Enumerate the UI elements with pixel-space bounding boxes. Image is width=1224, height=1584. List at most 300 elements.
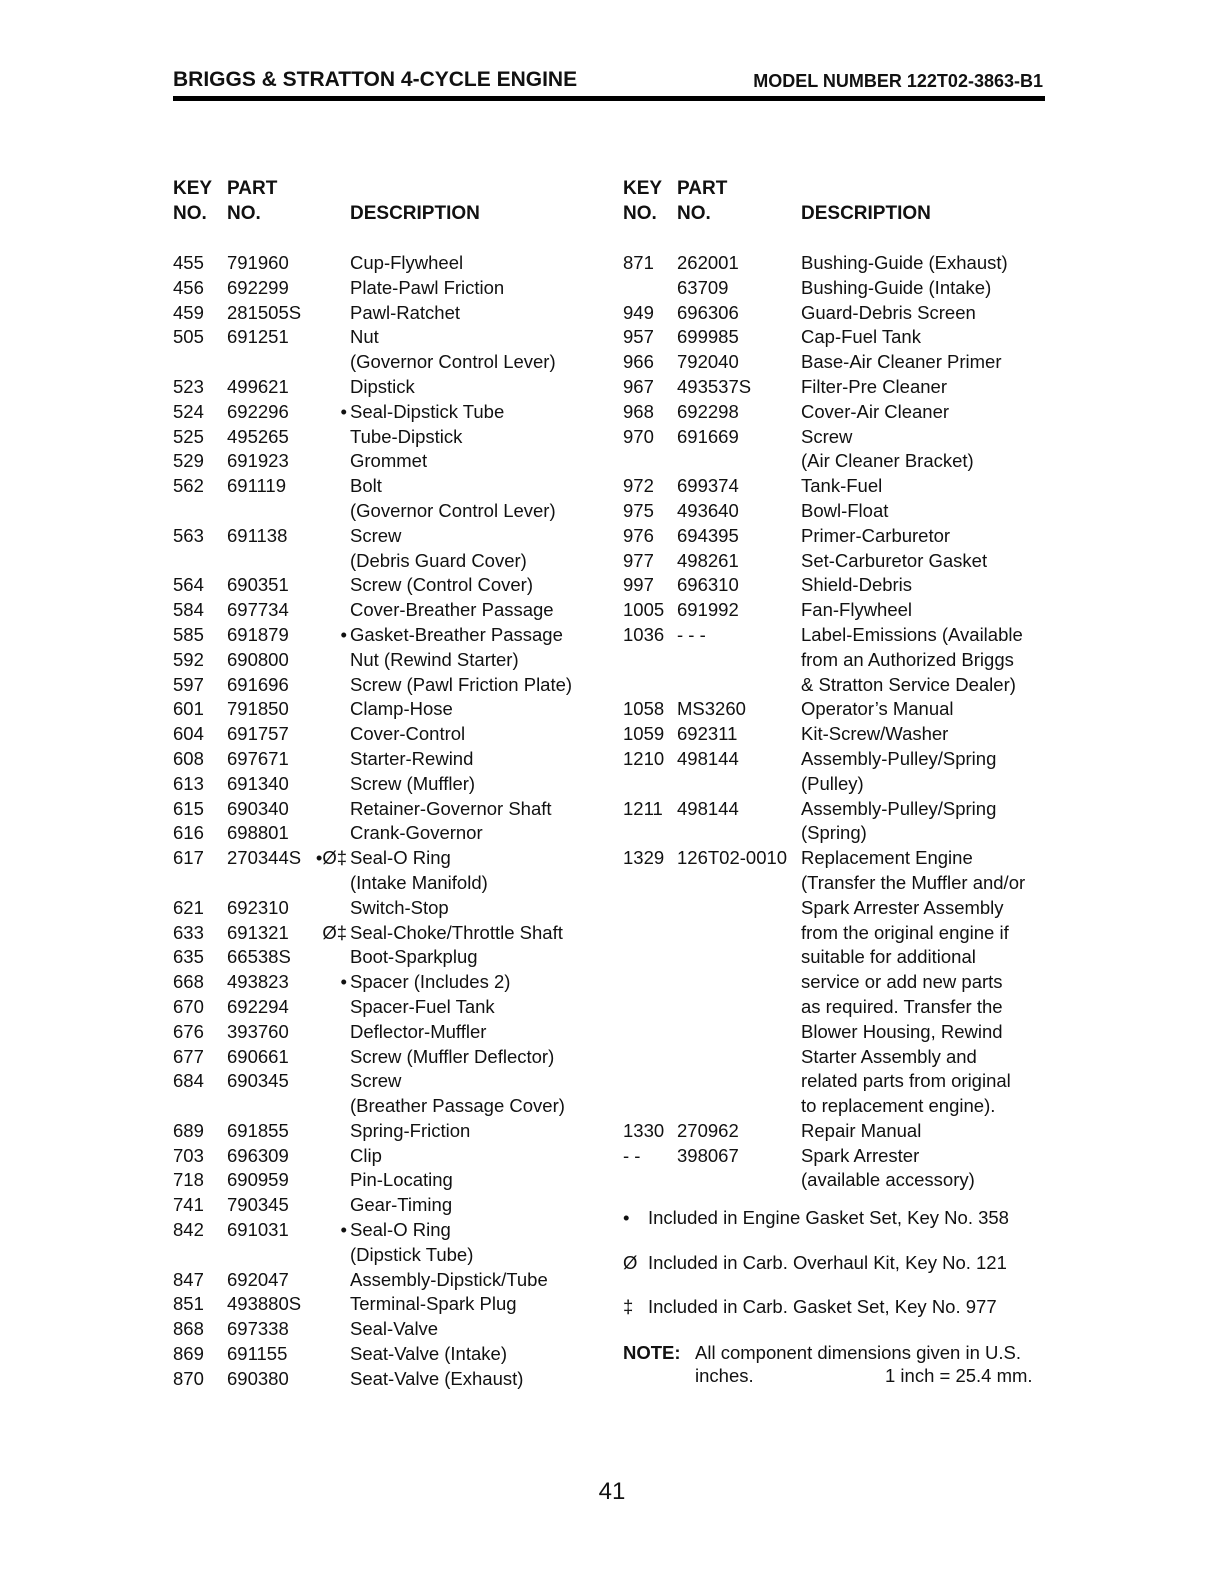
part-row: [173, 623, 613, 648]
part-description: (Spring): [801, 822, 867, 844]
key-no: 703: [173, 1144, 204, 1166]
part-no: 691340: [227, 772, 289, 794]
part-no: 690351: [227, 574, 289, 596]
part-description: Terminal-Spark Plug: [350, 1293, 517, 1315]
part-no: 398067: [677, 1144, 739, 1166]
kit-symbols: •: [340, 971, 347, 993]
part-description: Set-Carburetor Gasket: [801, 549, 988, 571]
part-row: [173, 350, 613, 375]
key-no: 1329: [623, 847, 665, 869]
parts-column-left: [173, 176, 613, 1392]
part-row: [173, 1243, 613, 1268]
kit-symbols: •: [340, 400, 347, 422]
part-row: [623, 722, 1053, 747]
part-description: suitable for additional: [801, 946, 976, 968]
part-description: Cover-Air Cleaner: [801, 400, 950, 422]
part-no: 791850: [227, 698, 289, 720]
part-description: Switch-Stop: [350, 896, 449, 918]
part-no: 692310: [227, 896, 289, 918]
part-row: [623, 772, 1053, 797]
part-row: [623, 648, 1053, 673]
part-row: [623, 549, 1053, 574]
part-row: [173, 251, 613, 276]
part-description: from an Authorized Briggs: [801, 648, 1014, 670]
part-row: [623, 697, 1053, 722]
part-description: Assembly-Pulley/Spring: [801, 797, 997, 819]
part-no: 690340: [227, 797, 289, 819]
part-no: 499621: [227, 375, 289, 397]
part-row: [173, 1342, 613, 1367]
part-description: (Governor Control Lever): [350, 351, 556, 373]
part-description: Operator’s Manual: [801, 698, 954, 720]
part-no: 696309: [227, 1144, 289, 1166]
part-description: Assembly-Pulley/Spring: [801, 747, 997, 769]
key-no: 585: [173, 623, 204, 645]
part-row: [173, 995, 613, 1020]
part-row: [173, 846, 613, 871]
part-no-header: PART NO.: [677, 178, 728, 224]
part-no: 270344S: [227, 847, 302, 869]
key-no: 677: [173, 1045, 204, 1067]
part-no: 698801: [227, 822, 289, 844]
key-no: 870: [173, 1367, 204, 1389]
part-description: Seal-O Ring: [350, 1219, 451, 1241]
part-row: [173, 1292, 613, 1317]
part-description: Fan-Flywheel: [801, 599, 913, 621]
key-no: 741: [173, 1194, 204, 1216]
key-no: 847: [173, 1268, 204, 1290]
part-row: [173, 524, 613, 549]
part-row: [623, 673, 1053, 698]
key-no: 957: [623, 326, 654, 348]
key-no: 975: [623, 499, 654, 521]
part-description: Screw (Control Cover): [350, 574, 533, 596]
part-description: Bushing-Guide (Exhaust): [801, 252, 1008, 273]
part-description: Assembly-Dipstick/Tube: [350, 1268, 548, 1290]
part-description: Pin-Locating: [350, 1169, 453, 1191]
key-no: 621: [173, 896, 204, 918]
part-no: 493880S: [227, 1293, 302, 1315]
legend-symbol: Ø: [623, 1251, 638, 1273]
part-no: 690959: [227, 1169, 289, 1191]
part-no: 66538S: [227, 946, 291, 968]
part-description: (Pulley): [801, 772, 864, 794]
part-description: from the original engine if: [801, 921, 1009, 943]
part-description: Seal-Valve: [350, 1318, 439, 1340]
part-row: [173, 301, 613, 326]
part-description: Seal-O Ring: [350, 847, 451, 869]
part-row: [173, 1193, 613, 1218]
part-no: 691669: [677, 425, 739, 447]
part-description: Tube-Dipstick: [350, 425, 463, 447]
part-row: [173, 1094, 613, 1119]
symbol-legend: [623, 1206, 1053, 1340]
part-no: 495265: [227, 425, 289, 447]
note-text: inches.: [695, 1365, 754, 1386]
part-description: Dipstick: [350, 375, 415, 397]
part-no: 691138: [227, 524, 288, 546]
key-no: 670: [173, 995, 204, 1017]
part-description: Spacer (Includes 2): [350, 971, 511, 993]
part-description: Grommet: [350, 450, 428, 472]
part-row: [173, 871, 613, 896]
part-description: Starter-Rewind: [350, 747, 474, 769]
part-no: 697338: [227, 1318, 289, 1340]
part-row: [173, 1218, 613, 1243]
page-number: 41: [598, 1478, 626, 1505]
description-header: DESCRIPTION: [350, 203, 480, 224]
part-row: [623, 400, 1053, 425]
part-description: Base-Air Cleaner Primer: [801, 351, 1002, 373]
part-no: 691923: [227, 450, 289, 472]
legend-text: Included in Carb. Gasket Set, Key No. 977: [648, 1296, 997, 1317]
key-no: 459: [173, 301, 204, 323]
part-row: [173, 797, 613, 822]
part-row: [623, 276, 1053, 301]
column-header: [173, 176, 613, 226]
part-description: Nut: [350, 326, 379, 348]
part-no: 493823: [227, 971, 289, 993]
part-no: 692294: [227, 995, 289, 1017]
part-no: 690380: [227, 1367, 289, 1389]
part-row: [173, 1069, 613, 1094]
part-description: Spark Arrester: [801, 1144, 920, 1166]
note-label: NOTE:: [623, 1342, 681, 1363]
part-description: Cup-Flywheel: [350, 252, 464, 273]
part-row: [623, 747, 1053, 772]
part-no: 694395: [677, 524, 739, 546]
part-description: Gasket-Breather Passage: [350, 623, 563, 645]
part-no: 691031: [227, 1219, 289, 1241]
key-no: 633: [173, 921, 204, 943]
key-no: 1036: [623, 623, 665, 645]
key-no: 676: [173, 1020, 204, 1042]
part-description: Blower Housing, Rewind: [801, 1020, 1003, 1042]
key-no: 613: [173, 772, 204, 794]
part-row: [623, 1045, 1053, 1070]
key-no: 635: [173, 946, 204, 968]
part-row: [173, 549, 613, 574]
part-no: 692299: [227, 276, 289, 298]
part-no: 692047: [227, 1268, 289, 1290]
key-no: 972: [623, 475, 654, 497]
part-description: Starter Assembly and: [801, 1045, 977, 1067]
part-row: [623, 449, 1053, 474]
key-no: 689: [173, 1119, 204, 1141]
part-row: [623, 1144, 1053, 1169]
key-no: 564: [173, 574, 204, 596]
legend-symbol: •: [623, 1207, 630, 1228]
part-description: Spring-Friction: [350, 1119, 471, 1141]
legend-item: [623, 1206, 1053, 1251]
part-no: - - -: [677, 623, 706, 645]
part-row: [173, 722, 613, 747]
key-no: 1211: [623, 797, 663, 819]
part-row: [623, 524, 1053, 549]
key-no: 455: [173, 252, 204, 273]
part-description: Screw (Muffler Deflector): [350, 1045, 555, 1067]
part-description: Spark Arrester Assembly: [801, 896, 1004, 918]
key-no: 966: [623, 351, 654, 373]
key-no: 529: [173, 450, 204, 472]
part-no: 699985: [677, 326, 739, 348]
part-description: Screw (Muffler): [350, 772, 476, 794]
part-row: [173, 598, 613, 623]
key-no: 842: [173, 1219, 204, 1241]
legend-symbol: ‡: [623, 1296, 634, 1317]
key-no: 592: [173, 648, 204, 670]
part-no: 792040: [677, 351, 739, 373]
part-description: Kit-Screw/Washer: [801, 723, 949, 745]
part-row: [623, 573, 1053, 598]
part-row: [173, 400, 613, 425]
part-row: [623, 871, 1053, 896]
part-no: 691855: [227, 1119, 289, 1141]
part-description: Gear-Timing: [350, 1194, 453, 1216]
part-row: [173, 325, 613, 350]
part-row: [173, 896, 613, 921]
part-no: 691119: [227, 475, 286, 497]
key-no: 616: [173, 822, 204, 844]
part-no: 691696: [227, 673, 289, 695]
part-row: [623, 945, 1053, 970]
part-row: [173, 276, 613, 301]
legend-text: Included in Carb. Overhaul Kit, Key No. 121: [648, 1251, 1007, 1273]
part-description: (Governor Control Lever): [350, 499, 556, 521]
legend-text: Included in Engine Gasket Set, Key No. 358: [648, 1207, 1009, 1228]
part-row: [173, 648, 613, 673]
part-row: [173, 449, 613, 474]
key-no: 970: [623, 425, 654, 447]
part-row: [623, 970, 1053, 995]
key-no: 563: [173, 524, 204, 546]
key-no: 968: [623, 400, 654, 422]
part-row: [173, 1317, 613, 1342]
part-row: [173, 425, 613, 450]
part-row: [623, 846, 1053, 871]
key-no: 505: [173, 326, 204, 348]
key-no: 524: [173, 400, 204, 422]
part-no: 696306: [677, 301, 739, 323]
part-description: Bolt: [350, 475, 382, 497]
part-no: 498261: [677, 549, 739, 571]
part-row: [173, 772, 613, 797]
key-no: 1330: [623, 1119, 665, 1141]
part-description: (available accessory): [801, 1169, 975, 1191]
part-row: [623, 325, 1053, 350]
key-no: 1059: [623, 723, 665, 745]
key-no: 977: [623, 549, 654, 571]
part-no: 498144: [677, 797, 739, 819]
part-description: Crank-Governor: [350, 822, 483, 844]
part-description: Screw: [350, 524, 402, 546]
key-no: 684: [173, 1070, 204, 1092]
part-description: Clamp-Hose: [350, 698, 453, 720]
part-no: 393760: [227, 1020, 289, 1042]
part-description: Spacer-Fuel Tank: [350, 995, 495, 1017]
part-no: 791960: [227, 252, 289, 273]
part-description: Cover-Breather Passage: [350, 599, 554, 621]
legend-item: [623, 1251, 1053, 1296]
key-no: 967: [623, 375, 654, 397]
key-no: 597: [173, 673, 204, 695]
part-row: [173, 1020, 613, 1045]
part-description: Bowl-Float: [801, 499, 889, 521]
part-description: Nut (Rewind Starter): [350, 648, 519, 670]
key-no: 871: [623, 252, 654, 273]
part-row: [173, 1119, 613, 1144]
key-no: 668: [173, 971, 204, 993]
part-no: 699374: [677, 475, 739, 497]
part-row: [173, 1144, 613, 1169]
parts-column-right: [623, 176, 1053, 1193]
part-row: [173, 970, 613, 995]
part-description: (Debris Guard Cover): [350, 549, 527, 571]
part-row: [623, 251, 1053, 276]
part-row: [623, 425, 1053, 450]
part-row: [623, 598, 1053, 623]
part-row: [623, 623, 1053, 648]
part-no: 691155: [227, 1343, 288, 1365]
page-header: [173, 66, 1045, 101]
key-no-header: KEY NO.: [173, 178, 213, 224]
part-description: Screw (Pawl Friction Plate): [350, 673, 573, 695]
part-row: [623, 301, 1053, 326]
key-no: 997: [623, 574, 654, 596]
part-description: Guard-Debris Screen: [801, 301, 976, 323]
part-row: [623, 350, 1053, 375]
part-description: Seat-Valve (Intake): [350, 1343, 507, 1365]
key-no: 869: [173, 1343, 204, 1365]
part-description: Replacement Engine: [801, 847, 973, 869]
part-row: [623, 995, 1053, 1020]
part-description: Boot-Sparkplug: [350, 946, 478, 968]
part-description: Cover-Control: [350, 723, 466, 745]
part-description: Label-Emissions (Available: [801, 623, 1023, 645]
part-no: 691992: [677, 599, 739, 621]
key-no: 976: [623, 524, 654, 546]
part-row: [173, 375, 613, 400]
parts-list: [173, 251, 613, 1392]
key-no: 615: [173, 797, 204, 819]
key-no: 456: [173, 276, 204, 298]
part-description: Filter-Pre Cleaner: [801, 375, 947, 397]
part-no: 690345: [227, 1070, 289, 1092]
part-no: 696310: [677, 574, 739, 596]
part-no: MS3260: [677, 698, 746, 720]
part-description: Primer-Carburetor: [801, 524, 951, 546]
part-no: 281505S: [227, 301, 302, 323]
key-no: 525: [173, 425, 204, 447]
part-row: [173, 474, 613, 499]
part-row: [173, 747, 613, 772]
part-row: [623, 1168, 1053, 1193]
part-description: related parts from original: [801, 1070, 1011, 1092]
part-description: Screw: [350, 1070, 402, 1092]
part-row: [173, 573, 613, 598]
part-description: (Air Cleaner Bracket): [801, 450, 974, 472]
part-description: Clip: [350, 1144, 382, 1166]
part-row: [623, 1094, 1053, 1119]
part-description: Repair Manual: [801, 1119, 922, 1141]
legend-item: [623, 1295, 1053, 1340]
part-row: [623, 1069, 1053, 1094]
key-no: 523: [173, 375, 204, 397]
part-no: 692311: [677, 723, 738, 745]
part-description: (Dipstick Tube): [350, 1243, 474, 1265]
part-row: [173, 821, 613, 846]
part-no: 691251: [227, 326, 289, 348]
kit-symbols: •: [340, 623, 347, 645]
key-no: 1210: [623, 747, 665, 769]
part-row: [173, 1045, 613, 1070]
description-header: DESCRIPTION: [801, 203, 931, 224]
part-description: Screw: [801, 425, 853, 447]
model-number: MODEL NUMBER 122T02-3863-B1: [753, 71, 1043, 91]
parts-list: [623, 251, 1053, 1193]
part-row: [623, 1119, 1053, 1144]
key-no-header: KEY NO.: [623, 178, 663, 224]
part-row: [173, 697, 613, 722]
part-row: [623, 896, 1053, 921]
part-no: 790345: [227, 1194, 289, 1216]
part-no: 691321: [227, 921, 289, 943]
part-no: 270962: [677, 1119, 739, 1141]
key-no: 601: [173, 698, 204, 720]
part-no: 493537S: [677, 375, 752, 397]
part-no: 690800: [227, 648, 289, 670]
part-description: Pawl-Ratchet: [350, 301, 461, 323]
column-header: [623, 176, 1053, 226]
part-description: Seal-Dipstick Tube: [350, 400, 505, 422]
part-row: [173, 1168, 613, 1193]
part-row: [623, 375, 1053, 400]
part-row: [623, 1020, 1053, 1045]
part-description: (Breather Passage Cover): [350, 1095, 565, 1117]
part-row: [173, 673, 613, 698]
part-description: to replacement engine).: [801, 1095, 996, 1117]
part-no: 697671: [227, 747, 289, 769]
part-description: Deflector-Muffler: [350, 1020, 487, 1042]
part-description: (Transfer the Muffler and/or: [801, 871, 1026, 893]
part-no: 697734: [227, 599, 289, 621]
key-no: 1058: [623, 698, 665, 720]
key-no: 584: [173, 599, 204, 621]
part-no: 692296: [227, 400, 289, 422]
part-row: [623, 474, 1053, 499]
part-no: 126T02-0010: [677, 847, 788, 869]
part-description: service or add new parts: [801, 971, 1003, 993]
part-no-header: PART NO.: [227, 178, 278, 224]
key-no: 562: [173, 475, 204, 497]
part-description: Bushing-Guide (Intake): [801, 276, 992, 298]
key-no: - -: [623, 1144, 641, 1166]
kit-symbols: •: [340, 1219, 347, 1241]
part-row: [173, 921, 613, 946]
header-title: BRIGGS & STRATTON 4-CYCLE ENGINE: [173, 68, 578, 91]
kit-symbols: Ø‡: [322, 921, 347, 943]
part-row: [623, 797, 1053, 822]
part-no: 498144: [677, 747, 739, 769]
part-no: 690661: [227, 1045, 289, 1067]
part-description: & Stratton Service Dealer): [801, 673, 1016, 695]
key-no: 868: [173, 1318, 204, 1340]
part-row: [623, 499, 1053, 524]
part-row: [173, 945, 613, 970]
part-description: Seal-Choke/Throttle Shaft: [350, 921, 563, 943]
part-no: 691757: [227, 723, 289, 745]
part-description: Retainer-Governor Shaft: [350, 797, 552, 819]
